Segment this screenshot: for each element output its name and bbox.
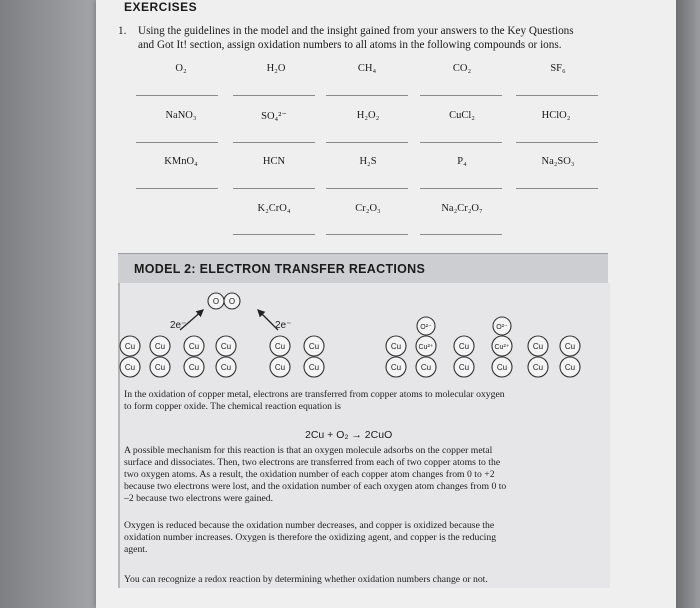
section-heading: EXERCISES: [124, 0, 198, 14]
paragraph-3-line-2: oxidation number increases. Oxygen is therefore the oxidizing agent, and copper is the reducing: [124, 532, 497, 543]
paragraph-4: You can recognize a redox reaction by determining whether oxidation numbers change or not.: [124, 574, 488, 585]
compound-k2cro4: K₂CrO₄: [257, 203, 291, 214]
compound-sf6: SF₆: [550, 63, 566, 74]
copper-atom-label: Cu: [274, 342, 286, 351]
compound-nano3: NaNO₃: [165, 110, 197, 121]
paragraph-1: [124, 389, 602, 413]
oxide-ion-label: O²⁻: [496, 324, 508, 331]
paragraph-2-line-4: because two electrons were lost, and the oxidation number of each oxygen atom changes from 0 to: [124, 481, 507, 492]
answer-blank[interactable]: [420, 188, 502, 189]
paragraph-3-line-1: Oxygen is reduced because the oxidation number decreases, and copper is oxidized because the: [124, 520, 495, 531]
electron-transfer-diagram: [118, 286, 598, 384]
answer-blank[interactable]: [516, 142, 598, 143]
answer-blank[interactable]: [136, 95, 218, 96]
answer-blank[interactable]: [516, 188, 598, 189]
question-line-1: Using the guidelines in the model and the insight gained from your answers to the Key Questions: [138, 25, 574, 37]
oxygen-label: O: [228, 297, 236, 306]
paragraph-1-line-1: In the oxidation of copper metal, electrons are transferred from copper atoms to molecular oxygen: [124, 389, 505, 400]
copper-atom-label: Cu: [308, 342, 320, 351]
electrons-label: 2e⁻: [275, 320, 292, 331]
compound-o2: O₂: [175, 63, 187, 74]
copper-atom-label: Cu: [532, 363, 544, 372]
copper-atom-label: Cu: [390, 342, 402, 351]
compound-so4: SO₄²⁻: [261, 111, 287, 122]
paragraph-2: [124, 445, 602, 505]
answer-blank[interactable]: [326, 142, 408, 143]
compound-p4: P₄: [457, 156, 467, 167]
copper-atom-label: Cu: [532, 342, 544, 351]
answer-blank[interactable]: [420, 234, 502, 235]
copper-atom-label: Cu: [420, 363, 432, 372]
oxygen-label: O: [212, 297, 220, 306]
copper-atom-label: Cu: [496, 363, 508, 372]
compound-cr2o3: Cr₂O₃: [355, 203, 381, 214]
copper-atom-label: Cu: [124, 342, 136, 351]
copper-ion-label: Cu²⁺: [494, 344, 510, 351]
copper-atom-label: Cu: [564, 363, 576, 372]
answer-blank[interactable]: [420, 95, 502, 96]
copper-atom-label: Cu: [188, 363, 200, 372]
copper-atom-label: Cu: [458, 342, 470, 351]
copper-atom-label: Cu: [564, 342, 576, 351]
copper-atom-label: Cu: [220, 363, 232, 372]
answer-blank[interactable]: [233, 95, 315, 96]
compound-hclo2: HClO₂: [541, 110, 571, 121]
compound-na2so3: Na₂SO₃: [541, 156, 575, 167]
background-left: [0, 0, 96, 608]
answer-blank[interactable]: [326, 188, 408, 189]
question-line-2: and Got It! section, assign oxidation numbers to all atoms in the following compounds or ions.: [138, 39, 562, 51]
copper-atom-label: Cu: [390, 363, 402, 372]
paragraph-3: [124, 520, 602, 556]
compound-co2: CO₂: [452, 63, 472, 74]
compound-na2cr2o7: Na₂Cr₂O₇: [441, 203, 483, 214]
compound-h2s: H₂S: [359, 156, 377, 167]
answer-blank[interactable]: [136, 188, 218, 189]
copper-atom-label: Cu: [188, 342, 200, 351]
electrons-label: 2e⁻: [170, 320, 187, 331]
background-right: [676, 0, 700, 608]
paragraph-3-line-3: agent.: [124, 544, 148, 555]
compound-cucl2: CuCl₂: [449, 110, 475, 121]
copper-atom-label: Cu: [308, 363, 320, 372]
compound-kmno4: KMnO₄: [164, 156, 198, 167]
paragraph-2-line-5: –2 because two electrons were gained.: [124, 493, 274, 504]
compound-ch4: CH₄: [357, 63, 377, 74]
copper-atom-label: Cu: [154, 363, 166, 372]
answer-blank[interactable]: [136, 142, 218, 143]
copper-atom-label: Cu: [154, 342, 166, 351]
answer-blank[interactable]: [233, 142, 315, 143]
compound-h2o2: H₂O₂: [356, 110, 380, 121]
copper-atom-label: Cu: [124, 363, 136, 372]
answer-blank[interactable]: [233, 188, 315, 189]
paragraph-2-line-2: surface and dissociates. Then, two electrons are transferred from each of two copper atoms to the: [124, 457, 501, 468]
answer-blank[interactable]: [233, 234, 315, 235]
copper-ion-label: Cu²⁺: [418, 344, 434, 351]
copper-atom-label: Cu: [220, 342, 232, 351]
model-header: [118, 253, 608, 284]
paragraph-2-line-1: A possible mechanism for this reaction is that an oxygen molecule adsorbs on the copper metal: [124, 445, 493, 456]
copper-atom-label: Cu: [458, 363, 470, 372]
answer-blank[interactable]: [516, 95, 598, 96]
answer-blank[interactable]: [326, 234, 408, 235]
question-text: [138, 24, 618, 52]
paragraph-2-line-3: two oxygen atoms. As a result, the oxidation number of each copper atom changes from 0 to +2: [124, 469, 495, 480]
copper-atom-label: Cu: [274, 363, 286, 372]
answer-blank[interactable]: [420, 142, 502, 143]
compound-h2o: H₂O: [266, 63, 286, 74]
question-number: 1.: [118, 25, 127, 37]
reaction-equation: 2Cu + O₂ → 2CuO: [305, 429, 393, 441]
answer-blank[interactable]: [326, 95, 408, 96]
paragraph-1-line-2: to form copper oxide. The chemical reaction equation is: [124, 401, 341, 412]
oxide-ion-label: O²⁻: [420, 324, 432, 331]
model-title: MODEL 2: ELECTRON TRANSFER REACTIONS: [134, 262, 426, 276]
compound-hcn: HCN: [262, 156, 286, 167]
